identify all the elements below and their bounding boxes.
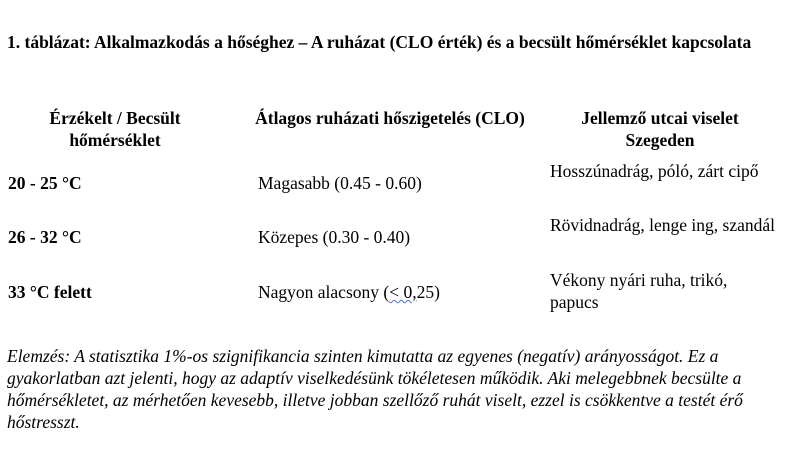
temp-cell: 20 - 25 °C xyxy=(8,173,82,193)
analysis-paragraph: Elemzés: A statisztika 1%-os szignifikancia szinten kimutatta az egyenes (negatív) arányosságot. Ez a gyakorlatban azt jelenti, hogy az adaptív viselkedésünk tökéletesen működik. Aki melegebbnek becsülte a hőmérsékletet, az mérhetően kevesebb, illetve jobban szellőző ruhát viselt, ezzel is csökkentve a testét érő hőstresszt. xyxy=(7,346,743,432)
wear-cell: Vékony nyári ruha, trikó, papucs xyxy=(550,270,728,312)
header-clo: Átlagos ruházati hőszigetelés (CLO) xyxy=(255,108,525,128)
header-wear: Jellemző utcai viselet Szegeden xyxy=(581,108,739,150)
spellcheck-flagged-text[interactable]: < 0, xyxy=(389,282,417,302)
temp-cell: 26 - 32 °C xyxy=(8,227,82,247)
wear-cell: Hosszúnadrág, póló, zárt cipő xyxy=(550,161,759,181)
clo-cell: Magasabb (0.45 - 0.60) xyxy=(258,173,422,193)
clo-prefix: Nagyon alacsony ( xyxy=(258,282,390,302)
wear-cell: Rövidnadrág, lenge ing, szandál xyxy=(550,215,776,235)
temp-cell: 33 °C felett xyxy=(8,282,92,302)
clo-cell xyxy=(258,281,440,303)
table-caption: 1. táblázat: Alkalmazkodás a hőséghez – A ruházat (CLO érték) és a becsült hőmérséklet kapcsolata xyxy=(7,32,752,52)
clo-suffix: 25) xyxy=(416,282,440,302)
header-temperature: Érzékelt / Becsült hőmérséklet xyxy=(49,108,181,150)
clo-cell: Közepes (0.30 - 0.40) xyxy=(258,227,411,247)
